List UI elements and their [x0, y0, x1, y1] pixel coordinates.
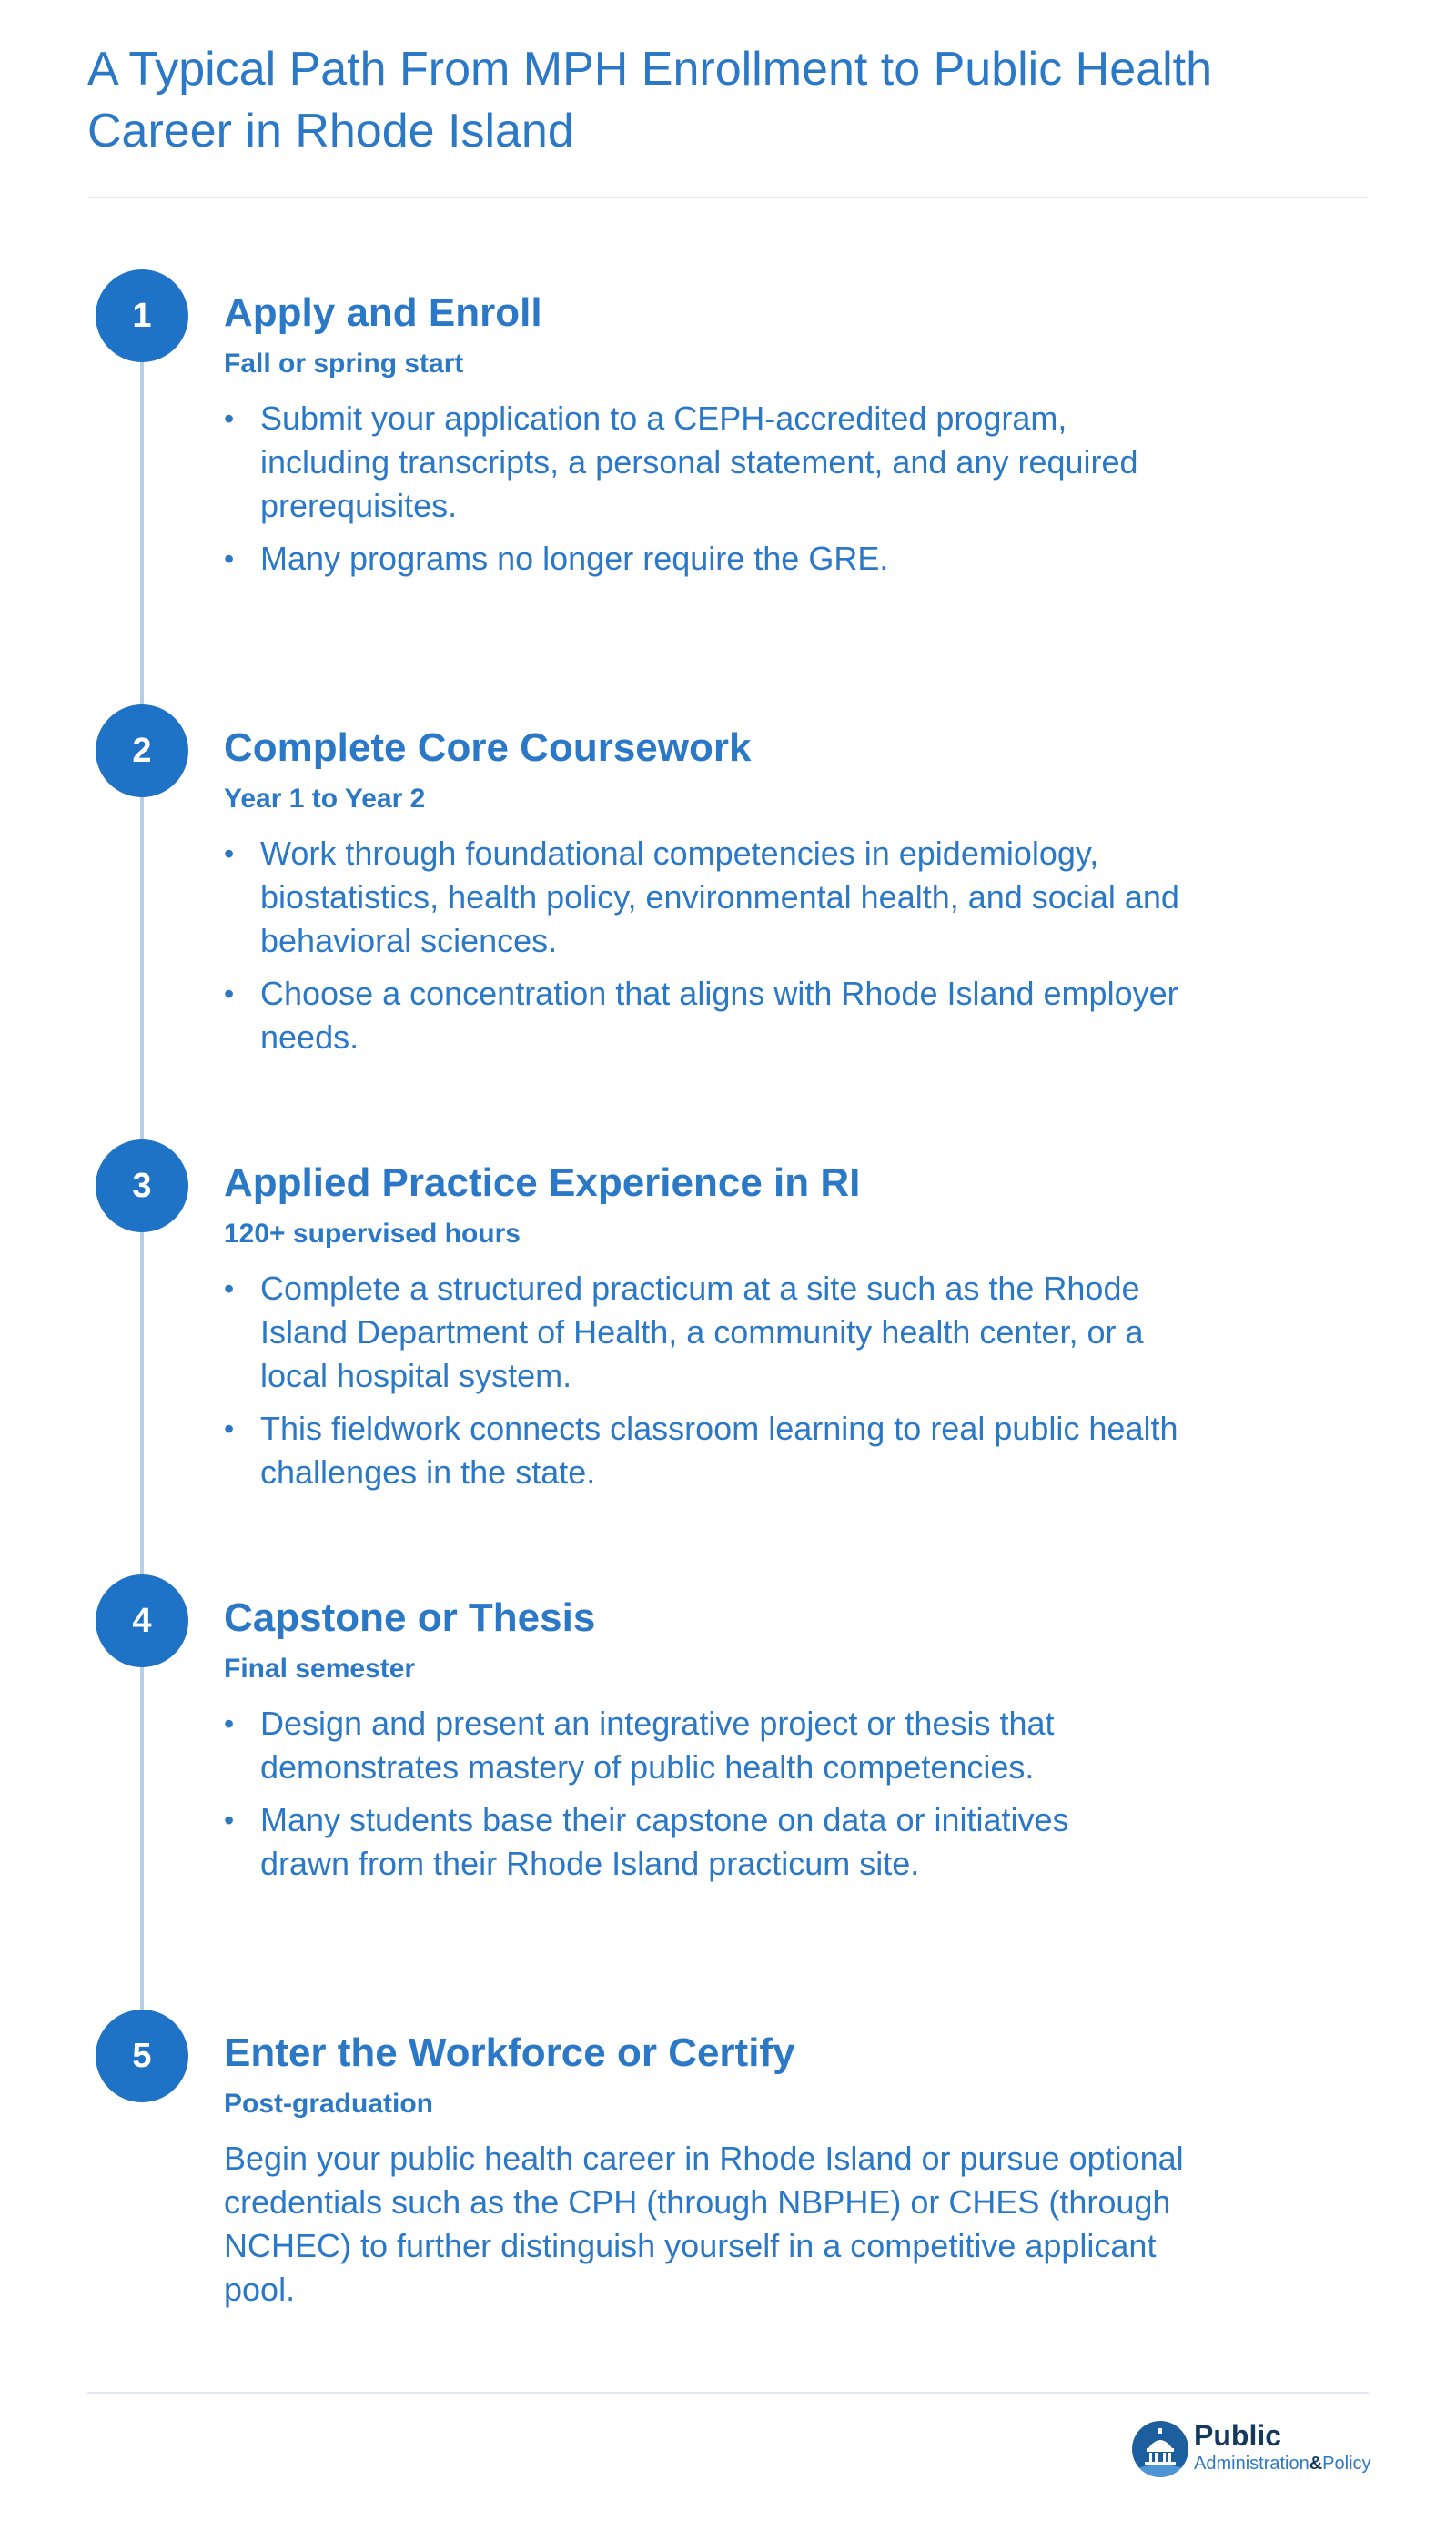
- step-number-badge: 4: [96, 1574, 188, 1667]
- step-paragraph: Begin your public health career in Rhode Island or pursue optional credentials such as the CPH (through NBPHE) or CHES (through NCHEC) to further distinguish yourself in a competitive applicant pool.: [224, 2140, 1184, 2308]
- bullet-item: • Work through foundational competencies in epidemiology, biostatistics, health policy, environmental health, and social and behavioral sciences.: [224, 832, 1179, 963]
- logo-wordmark-public: Public: [1194, 2419, 1282, 2452]
- step-bullets: [224, 1267, 1179, 1503]
- step-subtitle: 120+ supervised hours: [224, 1219, 521, 1249]
- step-number-badge: 2: [96, 704, 188, 797]
- step-bullets: [224, 397, 1179, 590]
- step-subtitle: Final semester: [224, 1654, 416, 1684]
- logo-word-policy: Policy: [1322, 2454, 1371, 2474]
- bullet-item: • Choose a concentration that aligns with Rhode Island employer needs.: [224, 972, 1179, 1059]
- logo-wordmark-subtitle: [1194, 2454, 1371, 2475]
- capitol-icon: [1132, 2421, 1188, 2477]
- bullet-item: • Many students base their capstone on data or initiatives drawn from their Rhode Island practicum site.: [224, 1798, 1134, 1886]
- step-title: Complete Core Coursework: [224, 725, 752, 770]
- step-title: Enter the Workforce or Certify: [224, 2030, 795, 2075]
- top-divider: [87, 197, 1369, 198]
- bullet-item: • Design and present an integrative project or thesis that demonstrates mastery of public health competencies.: [224, 1702, 1134, 1789]
- step-subtitle: Post-graduation: [224, 2089, 433, 2119]
- step-bullets: [224, 1702, 1134, 1895]
- bullet-item: • Many programs no longer require the GRE.: [224, 537, 1179, 581]
- step-title: Apply and Enroll: [224, 290, 542, 335]
- bullet-item: • Complete a structured practicum at a site such as the Rhode Island Department of Health, a community health center, or a local hospital system.: [224, 1267, 1179, 1398]
- step-title: Capstone or Thesis: [224, 1595, 596, 1640]
- step-subtitle: Fall or spring start: [224, 349, 464, 379]
- step-number-badge: 1: [96, 269, 188, 362]
- step-title: Applied Practice Experience in RI: [224, 1160, 861, 1205]
- step-number-badge: 5: [96, 2010, 188, 2102]
- bullet-item: • Submit your application to a CEPH-accredited program, including transcripts, a personal statement, and any required prerequisites.: [224, 397, 1179, 528]
- logo-ampersand: &: [1309, 2454, 1323, 2474]
- page-title: A Typical Path From MPH Enrollment to Public Health Career in Rhode Island: [87, 43, 1212, 157]
- logo-word-administration: Administration: [1194, 2454, 1309, 2474]
- bullet-item: • This fieldwork connects classroom learning to real public health challenges in the state.: [224, 1407, 1179, 1494]
- brand-logo: [1132, 2417, 1387, 2483]
- step-number-badge: 3: [96, 1139, 188, 1232]
- step-bullets: [224, 832, 1179, 1068]
- step-subtitle: Year 1 to Year 2: [224, 784, 426, 814]
- bottom-divider: [87, 2392, 1369, 2394]
